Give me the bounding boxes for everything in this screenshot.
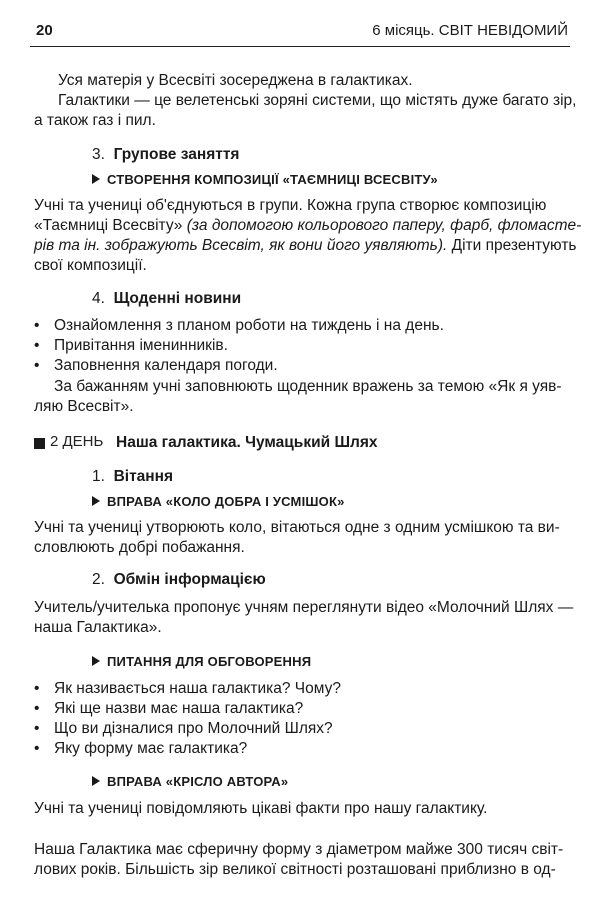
section-4-heading	[92, 289, 241, 309]
day-square-icon	[34, 438, 45, 449]
task-title-composition: СТВОРЕННЯ КОМПОЗИЦІЇ «ТАЄМНИЦІ ВСЕСВІТУ»	[107, 172, 438, 187]
section-3-para-line-3	[34, 236, 577, 256]
exchange-title: Обмін інформацією	[113, 571, 266, 588]
section-3-para-line-1: Учні та учениці об'єднуються в групи. Кожна група створює композицію	[34, 197, 547, 214]
section-4-number: 4.	[92, 290, 105, 307]
task-title-circle: ВПРАВА «КОЛО ДОБРА І УСМІШОК»	[107, 494, 345, 509]
italic-note-end: рів та ін. зображують Всесвіт, як вони його уявляють).	[34, 237, 448, 254]
intro-line-3: а також газ і пил.	[34, 112, 156, 129]
bullet-dot-icon: •	[34, 740, 40, 757]
task-heading-questions	[92, 652, 311, 672]
exchange-heading	[92, 570, 266, 590]
exchange-para-3-line-1: Наша Галактика має сферичну форму з діаметром майже 300 тисяч світ-	[34, 841, 564, 858]
exchange-number: 2.	[92, 571, 105, 588]
section-4-para-line-2: ляю Всесвіт».	[34, 398, 134, 415]
list-item: Заповнення календаря погоди.	[54, 357, 278, 374]
task-heading-circle	[92, 492, 345, 512]
greeting-para-line-2: словлюють добрі побажання.	[34, 539, 245, 556]
section-4-title: Щоденні новини	[113, 290, 242, 307]
section-3-para-line-2	[34, 216, 581, 236]
triangle-bullet-icon	[92, 776, 100, 786]
list-item: Привітання іменинників.	[54, 337, 228, 354]
question-item: Які ще назви має наша галактика?	[54, 700, 304, 717]
task-title-author-chair: ВПРАВА «КРІСЛО АВТОРА»	[107, 774, 289, 789]
question-item: Як називається наша галактика? Чому?	[54, 680, 341, 697]
section-3-number: 3.	[92, 146, 105, 163]
greeting-heading	[92, 467, 173, 487]
list-item: Ознайомлення з планом роботи на тиждень і на день.	[54, 317, 444, 334]
bullet-dot-icon: •	[34, 700, 40, 717]
section-3-title: Групове заняття	[113, 146, 240, 163]
composition-name: «Таємниці Всесвіту»	[34, 217, 183, 234]
page-header	[30, 22, 570, 48]
italic-note-start: (за допомогою кольорового паперу, фарб, фломасте-	[186, 217, 582, 234]
task-heading-composition	[92, 170, 438, 190]
greeting-para-line-1: Учні та учениці утворюють коло, вітаються одне з одним усмішкою та ви-	[34, 519, 560, 536]
section-3-heading	[92, 145, 239, 165]
exchange-para-3-line-2: лових років. Більшість зір великої світності розташовані приблизно в од-	[34, 861, 556, 878]
exchange-para-2: Учні та учениці повідомляють цікаві факти про нашу галактику.	[34, 800, 488, 817]
section-3-para-line-4: свої композиції.	[34, 257, 147, 274]
bullet-dot-icon: •	[34, 720, 40, 737]
running-title: 6 місяць. СВІТ НЕВІДОМИЙ	[372, 22, 568, 39]
bullet-dot-icon: •	[34, 317, 40, 334]
triangle-bullet-icon	[92, 496, 100, 506]
bullet-dot-icon: •	[34, 680, 40, 697]
greeting-title: Вітання	[113, 468, 174, 485]
day-label: 2 ДЕНЬ	[50, 433, 104, 450]
task-title-questions: ПИТАННЯ ДЛЯ ОБГОВОРЕННЯ	[107, 654, 312, 669]
question-item: Що ви дізналися про Молочний Шлях?	[54, 720, 333, 737]
bullet-dot-icon: •	[34, 337, 40, 354]
question-item: Яку форму має галактика?	[54, 740, 248, 757]
presentation-text: Діти презентують	[451, 237, 577, 254]
day-title: Наша галактика. Чумацький Шлях	[116, 434, 378, 451]
bullet-dot-icon: •	[34, 357, 40, 374]
task-heading-author-chair	[92, 772, 288, 792]
exchange-para-line-2: наша Галактика».	[34, 619, 162, 636]
greeting-number: 1.	[92, 468, 105, 485]
intro-line-1: Уся матерія у Всесвіті зосереджена в галактиках.	[58, 72, 413, 89]
section-4-para-line-1: За бажанням учні заповнюють щоденник вражень за темою «Як я уяв-	[54, 378, 562, 395]
triangle-bullet-icon	[92, 174, 100, 184]
exchange-para-line-1: Учитель/учителька пропонує учням переглянути відео «Молочний Шлях —	[34, 599, 574, 616]
page-number: 20	[36, 22, 53, 39]
intro-line-2: Галактики — це велетенські зоряні системи, що містять дуже багато зір,	[58, 92, 577, 109]
header-divider	[30, 46, 570, 47]
triangle-bullet-icon	[92, 656, 100, 666]
